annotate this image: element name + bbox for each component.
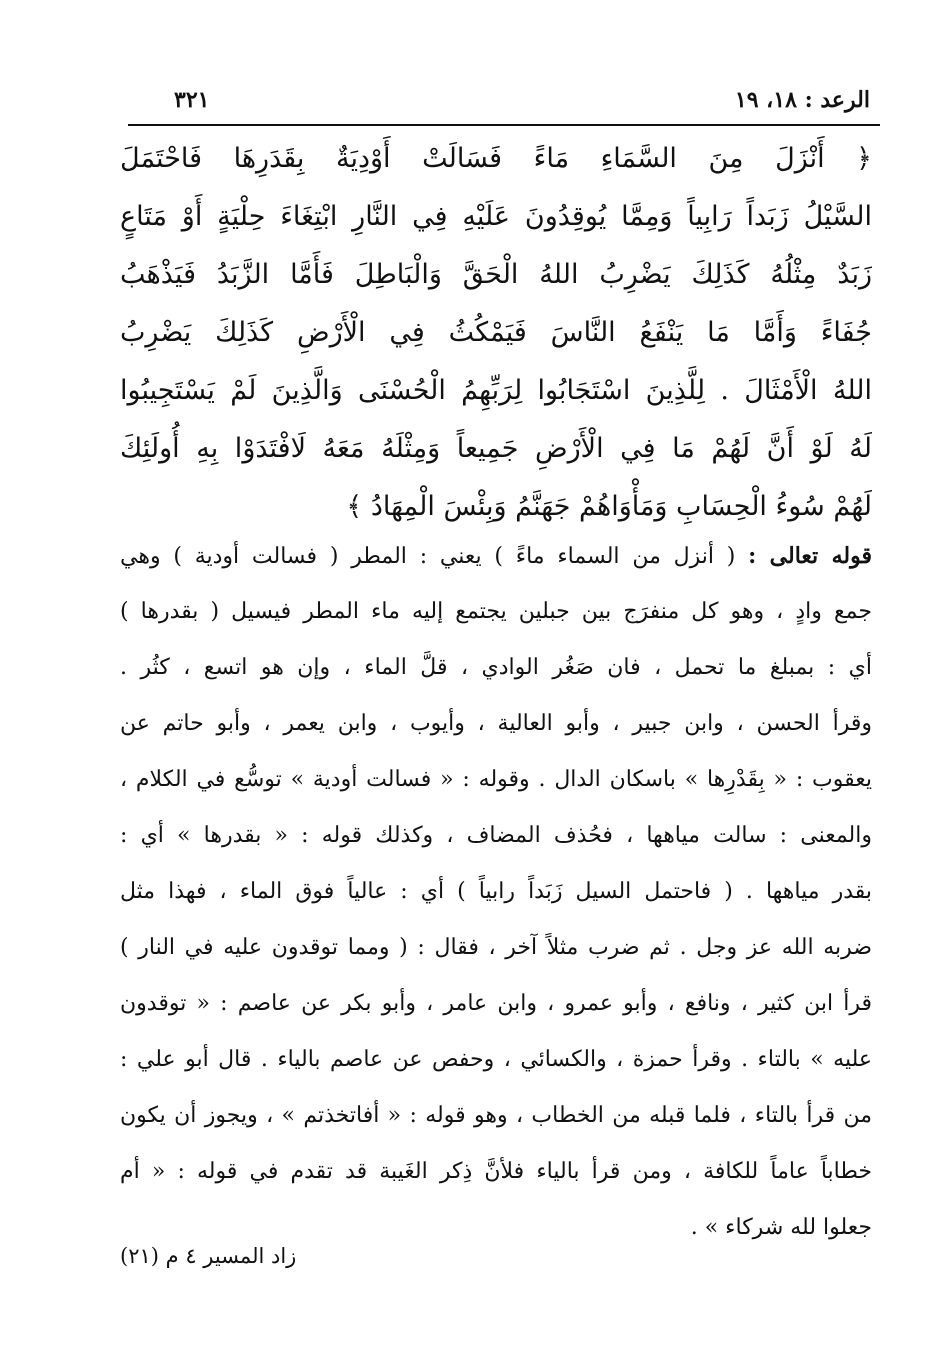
page-number: ٣٢١: [174, 87, 210, 113]
verse-line: زَبَدٌ مِثْلُهُ كَذَلِكَ يَضْرِبُ اللهُ الْحَقَّ وَالْبَاطِلَ فَأَمَّا الزَّبَدُ فَيَذْهَبُ: [120, 259, 872, 290]
signature-mark: زاد المسير ٤ م (٢١): [120, 1244, 297, 1268]
commentary-line: من قرأ بالتاء ، فلما قبله من الخطاب ، وهو قوله : « أفاتخذتم » ، ويجوز أن يكون: [120, 1103, 872, 1128]
page-footer: [120, 1236, 872, 1276]
commentary-line: أي : بمبلغ ما تحمل ، فان صَغُر الوادي ، قلَّ الماء ، وإن هو اتسع ، كثُر .: [120, 655, 872, 680]
commentary-line: خطاباً عاماً للكافة ، ومن قرأ بالياء فلأنَّ ذِكر الغَيبة قد تقدم في قوله : « أم: [120, 1159, 872, 1184]
commentary-lead: قوله تعالى :: [748, 543, 872, 569]
page-header: [150, 82, 870, 118]
commentary-line: عليه » بالتاء . وقرأ حمزة ، والكسائي ، وحفص عن عاصم بالياء . قال أبو علي :: [120, 1047, 872, 1072]
running-title: الرعد : ١٨، ١٩: [734, 87, 870, 113]
verse-line: السَّيْلُ زَبَداً رَابِياً وَمِمَّا يُوقِدُونَ عَلَيْهِ فِي النَّارِ ابْتِغَاءَ حِلْيَةٍ أَوْ مَتَاعٍ: [120, 201, 872, 232]
commentary-line: [120, 528, 872, 584]
commentary-line: يعقوب : « بِقَدْرِها » باسكان الدال . وقوله : « فسالت أودية » توسُّع في الكلام ،: [120, 767, 872, 792]
commentary-line: بقدر مياهها . ( فاحتمل السيل زَبَداً رابياً ) أي : عالياً فوق الماء ، فهذا مثل: [120, 879, 872, 904]
quran-verses: [120, 130, 872, 536]
commentary-line: جمع وادٍ ، وهو كل منفرَج بين جبلين يجتمع إليه ماء المطر فيسيل ( بقدرها ): [120, 599, 872, 624]
verse-line: جُفَاءً وَأَمَّا مَا يَنْفَعُ النَّاسَ فَيَمْكُثُ فِي الْأَرْضِ كَذَلِكَ يَضْرِبُ: [120, 317, 872, 348]
commentary-line-text: ( أنزل من السماء ماءً ) يعني : المطر ( فسالت أودية ) وهي: [120, 544, 736, 569]
commentary-line: جعلوا لله شركاء » .: [690, 1215, 872, 1240]
commentary-line: ضربه الله عز وجل . ثم ضرب مثلاً آخر ، فقال : ( ومما توقدون عليه في النار ): [120, 935, 872, 960]
commentary-line: والمعنى : سالت مياهها ، فحُذف المضاف ، وكذلك قوله : « بقدرها » أي :: [120, 823, 872, 848]
commentary: [120, 528, 872, 1256]
commentary-line: قرأ ابن كثير ، ونافع ، وأبو عمرو ، وابن عامر ، وأبو بكر عن عاصم : « توقدون: [120, 991, 872, 1016]
verse-line: اللهُ الْأَمْثَالَ . لِلَّذِينَ اسْتَجَابُوا لِرَبِّهِمُ الْحُسْنَى وَالَّذِينَ لَمْ يَسْتَجِيبُوا: [120, 375, 872, 406]
verse-line: لَهُمْ سُوءُ الْحِسَابِ وَمَأْوَاهُمْ جَهَنَّمُ وَبِئْسَ الْمِهَادُ ﴾: [346, 491, 872, 522]
commentary-line: وقرأ الحسن ، وابن جبير ، وأبو العالية ، وأيوب ، وابن يعمر ، وأبو حاتم عن: [120, 711, 872, 736]
header-rule: [128, 124, 880, 126]
verse-line: لَهُ لَوْ أَنَّ لَهُمْ مَا فِي الْأَرْضِ جَمِيعاً وَمِثْلَهُ مَعَهُ لَافْتَدَوْا بِهِ أُولَئِكَ: [120, 433, 872, 464]
verse-line: ﴿ أَنْزَلَ مِنَ السَّمَاءِ مَاءً فَسَالَتْ أَوْدِيَةٌ بِقَدَرِهَا فَاحْتَمَلَ: [120, 143, 872, 174]
